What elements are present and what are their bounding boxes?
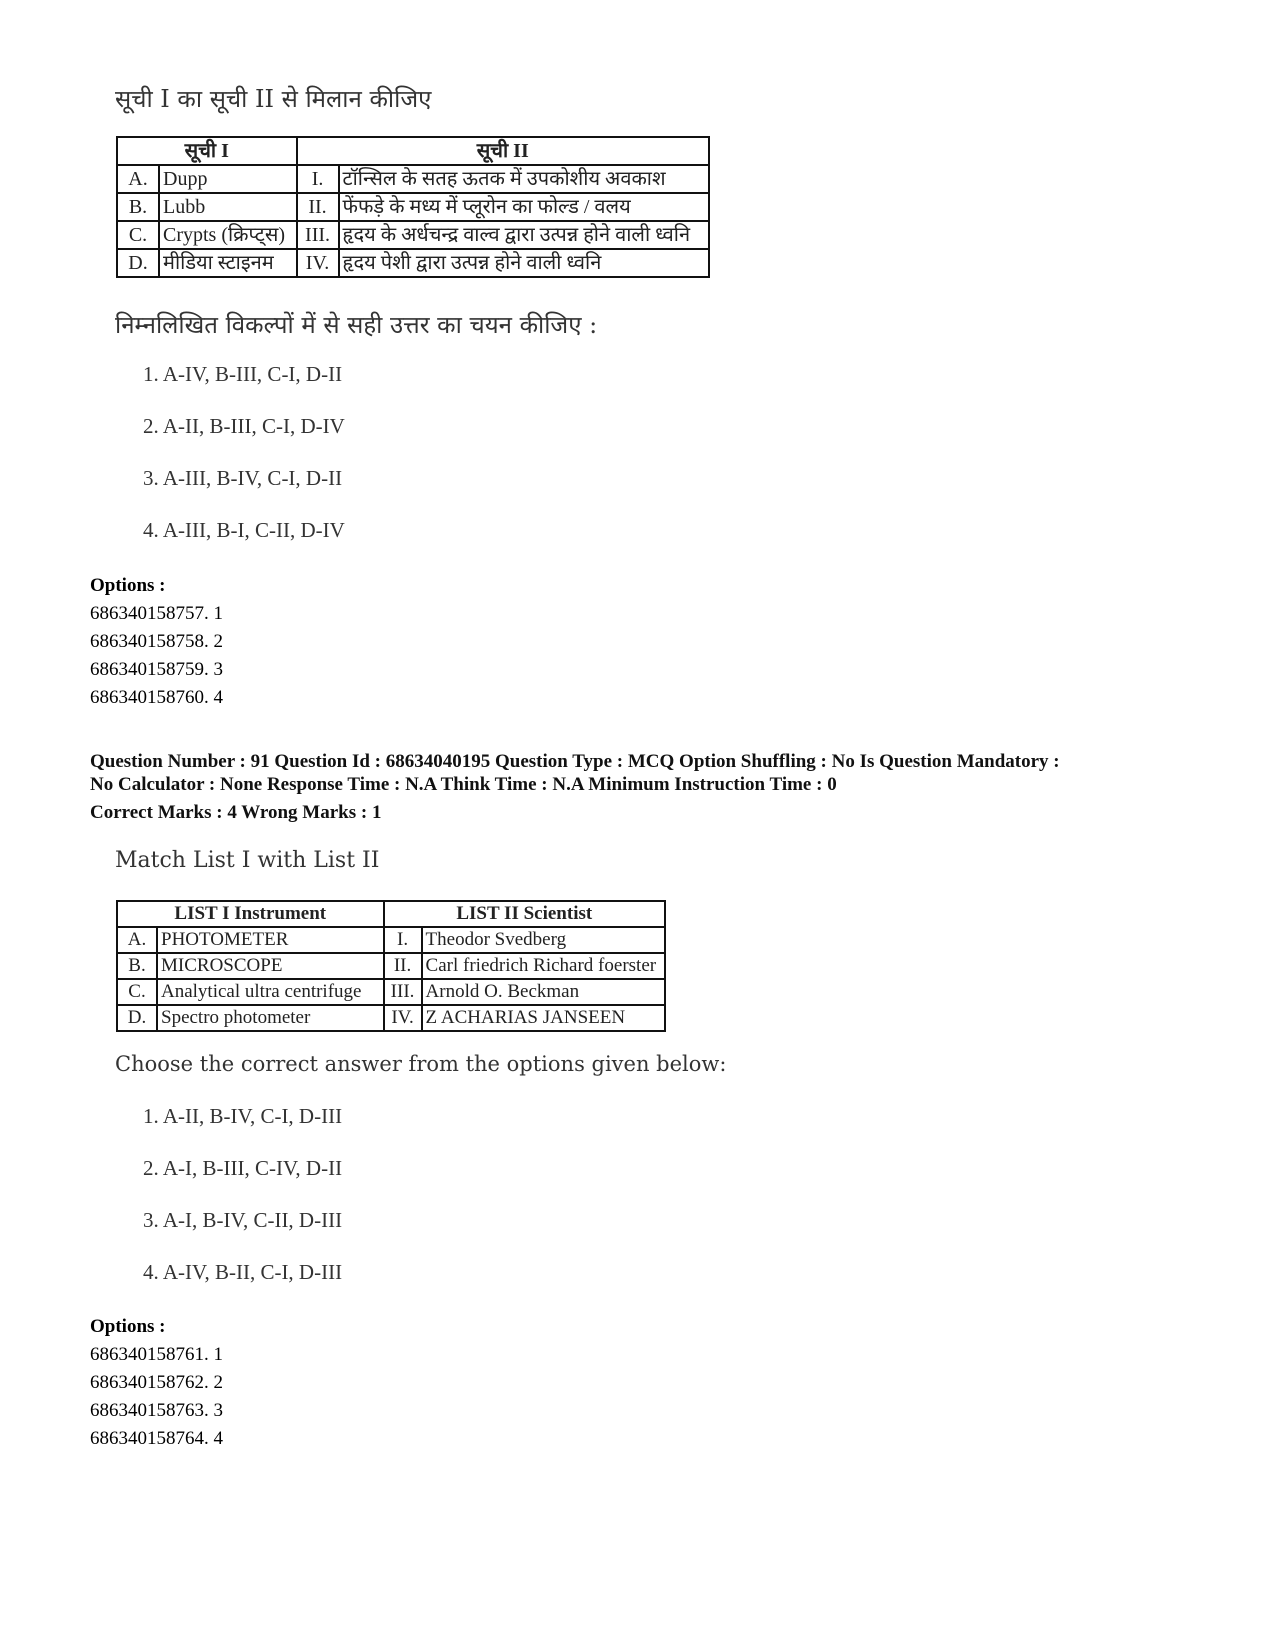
table-row — [117, 165, 709, 193]
row-item: मीडिया स्टाइनम — [159, 249, 297, 277]
row-letter: C. — [117, 221, 159, 249]
q2-options — [90, 1313, 223, 1453]
choice-item: 2. A-II, B-III, C-I, D-IV — [143, 414, 345, 438]
table-row — [117, 1005, 665, 1031]
option-id: 686340158763. 3 — [90, 1400, 223, 1421]
q1-heading: सूची I का सूची II से मिलान कीजिए — [115, 85, 432, 113]
row-match: Z ACHARIAS JANSEEN — [422, 1005, 665, 1031]
row-match: Theodor Svedberg — [422, 927, 665, 953]
row-match: फेंफड़े के मध्य में प्लूरोन का फोल्ड / वलय — [339, 193, 709, 221]
row-letter: D. — [117, 249, 159, 277]
row-match: Carl friedrich Richard foerster — [422, 953, 665, 979]
choice-item: 1. A-II, B-IV, C-I, D-III — [143, 1104, 343, 1128]
option-id: 686340158757. 1 — [90, 603, 223, 624]
table-row — [117, 221, 709, 249]
q2-col1-header: LIST I Instrument — [117, 901, 384, 927]
row-match: टॉन्सिल के सतह ऊतक में उपकोशीय अवकाश — [339, 165, 709, 193]
row-item: Crypts (क्रिप्ट्स) — [159, 221, 297, 249]
q1-match-table — [116, 136, 710, 278]
q2-prompt: Choose the correct answer from the options given below: — [115, 1052, 727, 1076]
row-letter: B. — [117, 953, 157, 979]
option-id: 686340158764. 4 — [90, 1428, 223, 1449]
row-roman: IV. — [297, 249, 339, 277]
option-id: 686340158760. 4 — [90, 687, 223, 708]
q2-meta — [90, 750, 1210, 824]
row-item: Dupp — [159, 165, 297, 193]
options-label: Options : — [90, 1316, 166, 1337]
choice-item: 2. A-I, B-III, C-IV, D-II — [143, 1156, 343, 1180]
row-match: हृदय पेशी द्वारा उत्पन्न होने वाली ध्वनि — [339, 249, 709, 277]
choice-item: 3. A-I, B-IV, C-II, D-III — [143, 1208, 343, 1232]
row-match: Arnold O. Beckman — [422, 979, 665, 1005]
row-item: PHOTOMETER — [157, 927, 384, 953]
q1-options — [90, 572, 223, 712]
row-roman: II. — [297, 193, 339, 221]
q1-col2-header: सूची II — [297, 137, 709, 165]
choice-item: 4. A-IV, B-II, C-I, D-III — [143, 1260, 343, 1284]
row-roman: II. — [384, 953, 422, 979]
row-letter: D. — [117, 1005, 157, 1031]
question-meta-line: No Calculator : None Response Time : N.A Think Time : N.A Minimum Instruction Time : 0 — [90, 774, 837, 795]
q1-prompt: निम्नलिखित विकल्पों में से सही उत्तर का चयन कीजिए : — [115, 311, 598, 339]
table-row — [117, 249, 709, 277]
table-row — [117, 979, 665, 1005]
question-marks: Correct Marks : 4 Wrong Marks : 1 — [90, 802, 382, 823]
choice-item: 3. A-III, B-IV, C-I, D-II — [143, 466, 343, 490]
option-id: 686340158758. 2 — [90, 631, 223, 652]
choice-item: 1. A-IV, B-III, C-I, D-II — [143, 362, 343, 386]
row-roman: I. — [297, 165, 339, 193]
row-letter: C. — [117, 979, 157, 1005]
row-item: Analytical ultra centrifuge — [157, 979, 384, 1005]
row-roman: III. — [297, 221, 339, 249]
q2-col2-header: LIST II Scientist — [384, 901, 665, 927]
row-roman: I. — [384, 927, 422, 953]
question-meta-line: Question Number : 91 Question Id : 68634040195 Question Type : MCQ Option Shuffling : No Is Question Mandatory : — [90, 751, 1060, 772]
q2-heading: Match List I with List II — [115, 848, 380, 873]
row-item: Spectro photometer — [157, 1005, 384, 1031]
row-match: हृदय के अर्धचन्द्र वाल्व द्वारा उत्पन्न होने वाली ध्वनि — [339, 221, 709, 249]
option-id: 686340158759. 3 — [90, 659, 223, 680]
q2-match-table — [116, 900, 666, 1032]
option-id: 686340158761. 1 — [90, 1344, 223, 1365]
table-row — [117, 927, 665, 953]
row-roman: III. — [384, 979, 422, 1005]
row-item: MICROSCOPE — [157, 953, 384, 979]
choice-item: 4. A-III, B-I, C-II, D-IV — [143, 518, 345, 542]
option-id: 686340158762. 2 — [90, 1372, 223, 1393]
row-letter: A. — [117, 927, 157, 953]
row-letter: B. — [117, 193, 159, 221]
options-label: Options : — [90, 575, 166, 596]
table-row — [117, 193, 709, 221]
row-roman: IV. — [384, 1005, 422, 1031]
row-letter: A. — [117, 165, 159, 193]
table-row — [117, 953, 665, 979]
q1-col1-header: सूची I — [117, 137, 297, 165]
row-item: Lubb — [159, 193, 297, 221]
